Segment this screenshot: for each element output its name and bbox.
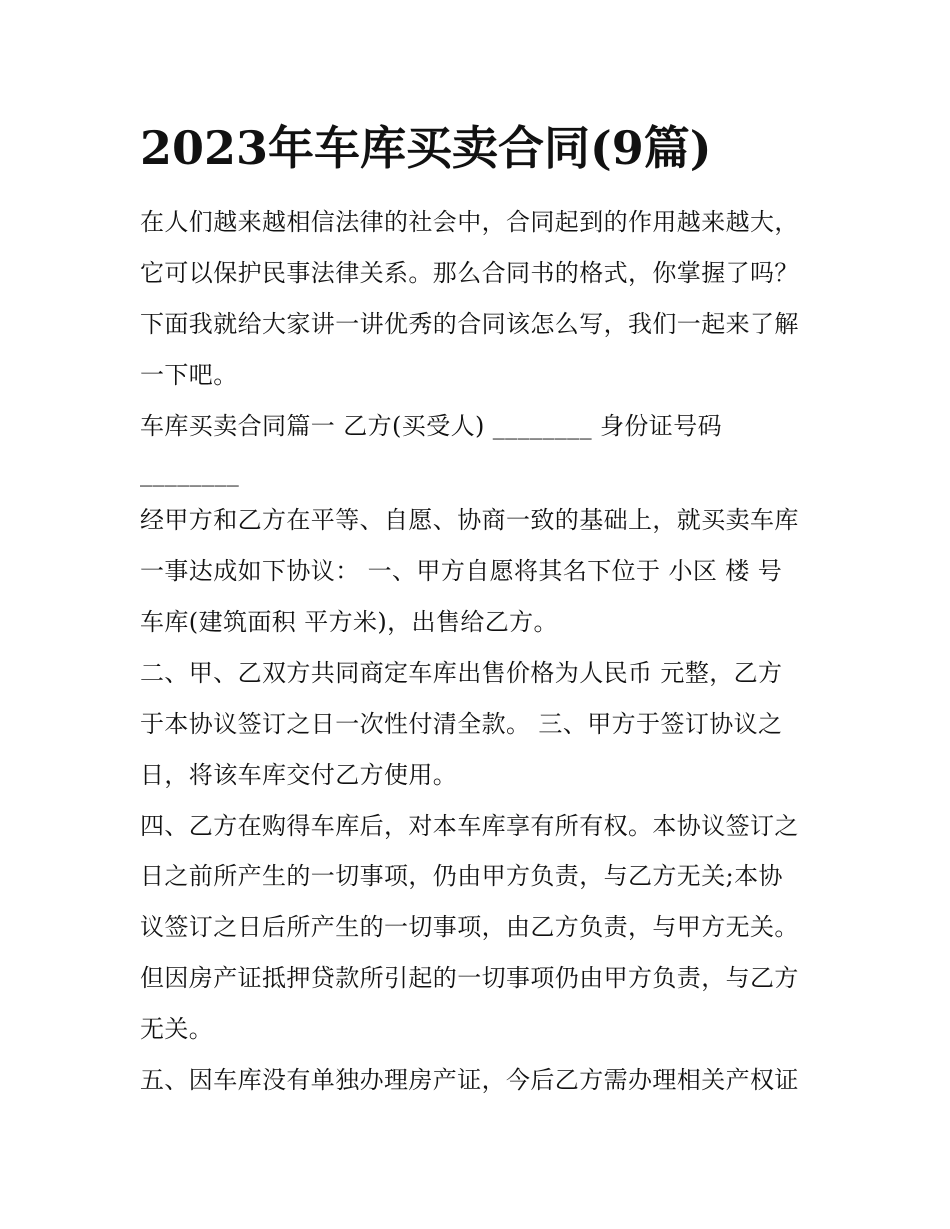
text-line: 车库(建筑面积 平方米)，出售给乙方。 [140, 608, 558, 636]
text-line: ________ [140, 459, 240, 487]
text-line: 议签订之日后所产生的一切事项，由乙方负责，与甲方无关。 [140, 913, 799, 941]
text-line: 五、因车库没有单独办理房产证，今后乙方需办理相关产权证 [140, 1066, 799, 1094]
text-line: 一事达成如下协议： 一、甲方自愿将其名下位于 小区 楼 号 [140, 557, 783, 585]
text-line: 于本协议签订之日一次性付清全款。 三、甲方于签订协议之 [140, 710, 783, 738]
text-line: 车库买卖合同篇一 乙方(买受人) ________ 身份证号码 [140, 412, 723, 440]
text-line: 日，将该车库交付乙方使用。 [140, 761, 458, 789]
text-line: 在人们越来越相信法律的社会中，合同起到的作用越来越大， [140, 208, 799, 236]
text-line: 日之前所产生的一切事项，仍由甲方负责，与乙方无关;本协 [140, 862, 783, 890]
text-line: 二、甲、乙双方共同商定车库出售价格为人民币 元整，乙方 [140, 659, 783, 687]
text-line: 无关。 [140, 1015, 214, 1043]
document-title: 2023年车库买卖合同(9篇) [140, 121, 712, 175]
text-line: 但因房产证抵押贷款所引起的一切事项仍由甲方负责，与乙方 [140, 964, 799, 992]
text-line: 经甲方和乙方在平等、自愿、协商一致的基础上，就买卖车库 [140, 506, 799, 534]
text-line: 一下吧。 [140, 361, 238, 389]
text-line: 它可以保护民事法律关系。那么合同书的格式，你掌握了吗？ [140, 259, 799, 287]
text-line: 下面我就给大家讲一讲优秀的合同该怎么写，我们一起来了解 [140, 310, 799, 338]
text-line: 四、乙方在购得车库后，对本车库享有所有权。本协议签订之 [140, 812, 799, 840]
